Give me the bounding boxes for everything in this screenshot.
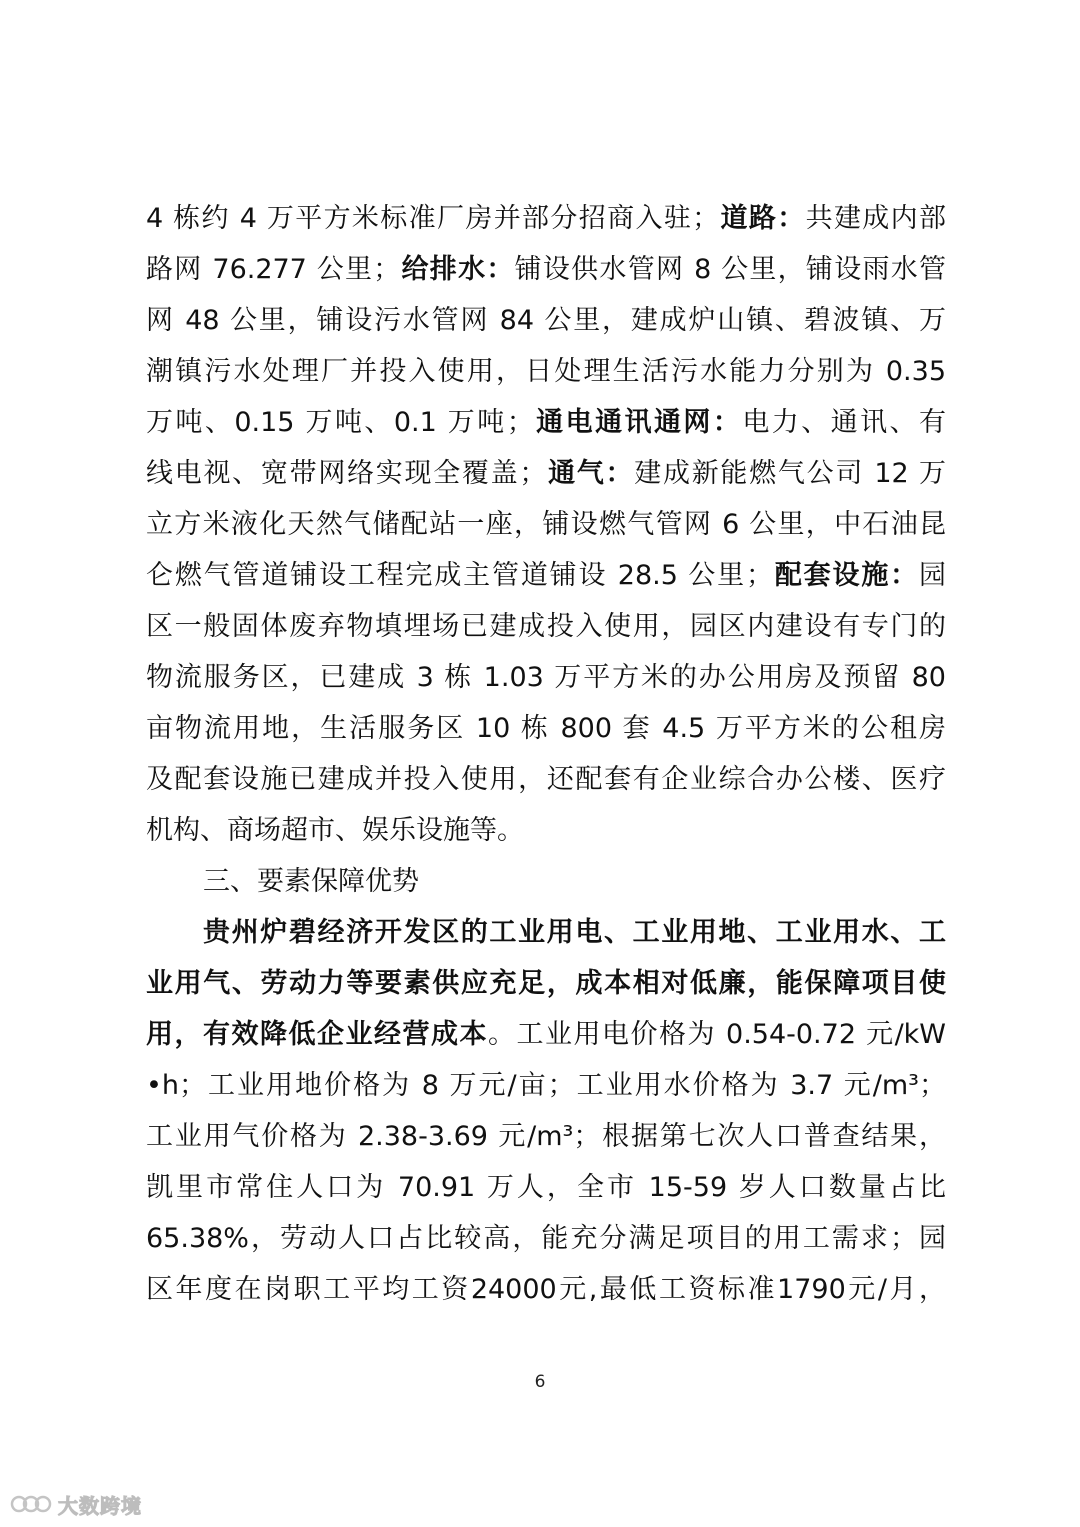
- text-span: 及配套设施已建成并投入使用，还配套有企业综合办公楼、医疗: [146, 764, 946, 795]
- bold-keyword: 配套设施：: [772, 560, 919, 591]
- text-span: 电力、通讯、有: [742, 407, 947, 438]
- paragraph-line: [146, 601, 946, 652]
- text-span: 工业用气价格为 2.38-3.69 元/m³；根据第七次人口普查结果，: [146, 1121, 946, 1152]
- text-span: 路网 76.277 公里；: [146, 254, 401, 285]
- text-span: 区一般固体废弃物填埋场已建成投入使用，园区内建设有专门的: [146, 611, 946, 642]
- text-span: 65.38%，劳动人口占比较高，能充分满足项目的用工需求；园: [146, 1223, 946, 1254]
- text-span: 机构、商场超市、娱乐设施等。: [146, 815, 524, 846]
- paragraph-line: [146, 346, 946, 397]
- paragraph-line: [146, 652, 946, 703]
- paragraph-line: [146, 1111, 946, 1162]
- paragraph-line: [146, 1162, 946, 1213]
- watermark: [10, 1487, 142, 1521]
- paragraph-line: [146, 805, 946, 856]
- paragraph-line: [146, 1060, 946, 1111]
- text-span: 立方米液化天然气储配站一座，铺设燃气管网 6 公里，中石油昆: [146, 509, 946, 540]
- text-span: 建成新能燃气公司 12 万: [634, 458, 946, 489]
- dashuju-logo-icon: [10, 1491, 52, 1517]
- bold-keyword: 通气：: [546, 458, 635, 489]
- bold-text: 用，有效降低企业经营成本: [146, 1019, 488, 1050]
- text-span: 亩物流用地，生活服务区 10 栋 800 套 4.5 万平方米的公租房: [146, 713, 946, 744]
- section-heading: 三、要素保障优势: [203, 866, 419, 897]
- watermark-text: 大数跨境: [58, 1493, 142, 1518]
- text-span: 物流服务区，已建成 3 栋 1.03 万平方米的办公用房及预留 80: [146, 662, 946, 693]
- paragraph-line: [146, 1213, 946, 1264]
- bold-keyword: 给排水：: [400, 254, 515, 285]
- paragraph-line: [146, 397, 946, 448]
- text-span: 仑燃气管道铺设工程完成主管道铺设 28.5 公里；: [146, 560, 773, 591]
- bold-keyword: 通电通讯通网：: [533, 407, 743, 438]
- text-span: 网 48 公里，铺设污水管网 84 公里，建成炉山镇、碧波镇、万: [146, 305, 946, 336]
- text-span: 铺设供水管网 8 公里，铺设雨水管: [514, 254, 947, 285]
- page-number: 6: [534, 1372, 546, 1392]
- text-span: 园: [919, 560, 946, 591]
- paragraph-line: [146, 958, 946, 1009]
- bold-text: 贵州炉碧经济开发区的工业用电、工业用地、工业用水、工: [203, 917, 946, 948]
- paragraph-line: [146, 1009, 946, 1060]
- text-span: 线电视、宽带网络实现全覆盖；: [146, 458, 547, 489]
- text-span: 区年度在岗职工平均工资24000元,最低工资标准1790元/月，: [146, 1274, 946, 1305]
- paragraph-line: [146, 448, 946, 499]
- text-span: 共建成内部: [805, 203, 947, 234]
- paragraph-line: [146, 550, 946, 601]
- paragraph-line: [146, 295, 946, 346]
- paragraph-line: [203, 907, 946, 958]
- text-span: 潮镇污水处理厂并投入使用，日处理生活污水能力分别为 0.35: [146, 356, 946, 387]
- text-span: 凯里市常住人口为 70.91 万人，全市 15-59 岁人口数量占比: [146, 1172, 946, 1203]
- paragraph-line: [146, 1264, 946, 1315]
- paragraph-line: [146, 244, 946, 295]
- text-span: 4 栋约 4 万平方米标准厂房并部分招商入驻；: [146, 203, 720, 234]
- text-span: 。工业用电价格为 0.54-0.72 元/kW: [487, 1019, 947, 1050]
- text-span: 万吨、0.15 万吨、0.1 万吨；: [146, 407, 534, 438]
- paragraph-line: [146, 754, 946, 805]
- paragraph-line: [146, 703, 946, 754]
- bold-text: 业用气、劳动力等要素供应充足，成本相对低廉，能保障项目使: [146, 968, 946, 999]
- paragraph-line: [146, 499, 946, 550]
- paragraph-line: [146, 193, 946, 244]
- text-span: •h；工业用地价格为 8 万元/亩；工业用水价格为 3.7 元/m³；: [146, 1070, 946, 1101]
- bold-keyword: 道路：: [719, 203, 806, 234]
